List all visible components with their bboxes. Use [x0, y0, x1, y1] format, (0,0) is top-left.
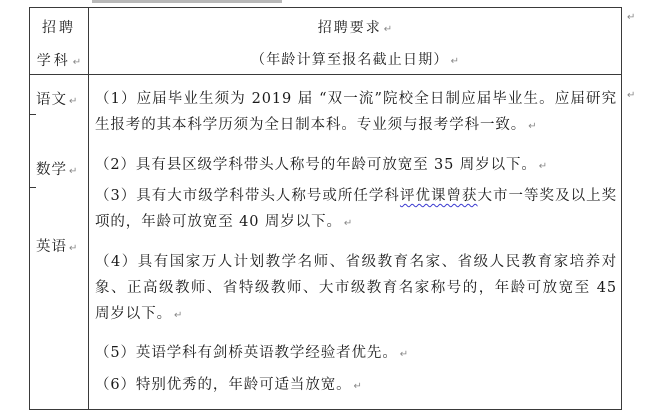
paragraph-mark: ↵ [383, 24, 393, 35]
subject-header-line2: 学科 ↵ [36, 53, 82, 69]
grammar-underline: 评优课曾获 [399, 188, 478, 204]
paragraph-mark: ↵ [72, 57, 82, 68]
requirement-4: （4）具有国家万人计划教学名师、省级教育名家、省级人民教育家培养对象、正高级教师、省特级教师、大市级教育名家称号的，年龄可放宽至 45 周岁以下。 ↵ [95, 254, 617, 322]
requirements-header-note: （年龄计算至报名截止日期） ↵ [251, 52, 459, 68]
subject-header-cell[interactable] [30, 8, 89, 75]
requirements-header-cell[interactable] [89, 8, 622, 75]
requirement-2: （2）具有县区级学科带头人称号的年龄可放宽至 35 周岁以下。 ↵ [95, 157, 548, 173]
recruitment-table [29, 7, 622, 410]
table-body-row [30, 75, 622, 410]
requirement-3: （3）具有大市级学科带头人称号或所任学科评优课曾获大市一等奖及以上奖项的，年龄可放宽至 40 周岁以下。 ↵ [95, 188, 618, 230]
row-end-mark: ↵ [627, 12, 636, 23]
subjects-cell[interactable] [30, 75, 89, 410]
cropped-previous-line [92, 0, 282, 3]
table-header-row [30, 8, 622, 75]
requirements-header-title: 招聘要求 ↵ [317, 20, 393, 36]
paragraph-mark: ↵ [450, 56, 459, 67]
requirement-5: （5）英语学科有剑桥英语教学经验者优先。 ↵ [95, 345, 409, 361]
subject-math: 数学 ↵ [36, 162, 78, 178]
requirement-1: （1）应届毕业生须为 2019 届 “双一流”院校全日制应届毕业生。应届研究生报考的其本科学历须为全日制本科。专业须与报考学科一致。 ↵ [95, 91, 617, 133]
requirements-cell[interactable] [89, 75, 622, 410]
subject-header-line1: 招聘 [42, 20, 76, 36]
subject-divider [30, 114, 36, 115]
subject-english: 英语 ↵ [36, 239, 78, 255]
subject-chinese: 语文 ↵ [36, 92, 78, 108]
requirement-6: （6）特别优秀的，年龄可适当放宽。 ↵ [95, 377, 362, 393]
subject-divider [30, 187, 36, 188]
row-end-mark: ↵ [627, 90, 636, 101]
